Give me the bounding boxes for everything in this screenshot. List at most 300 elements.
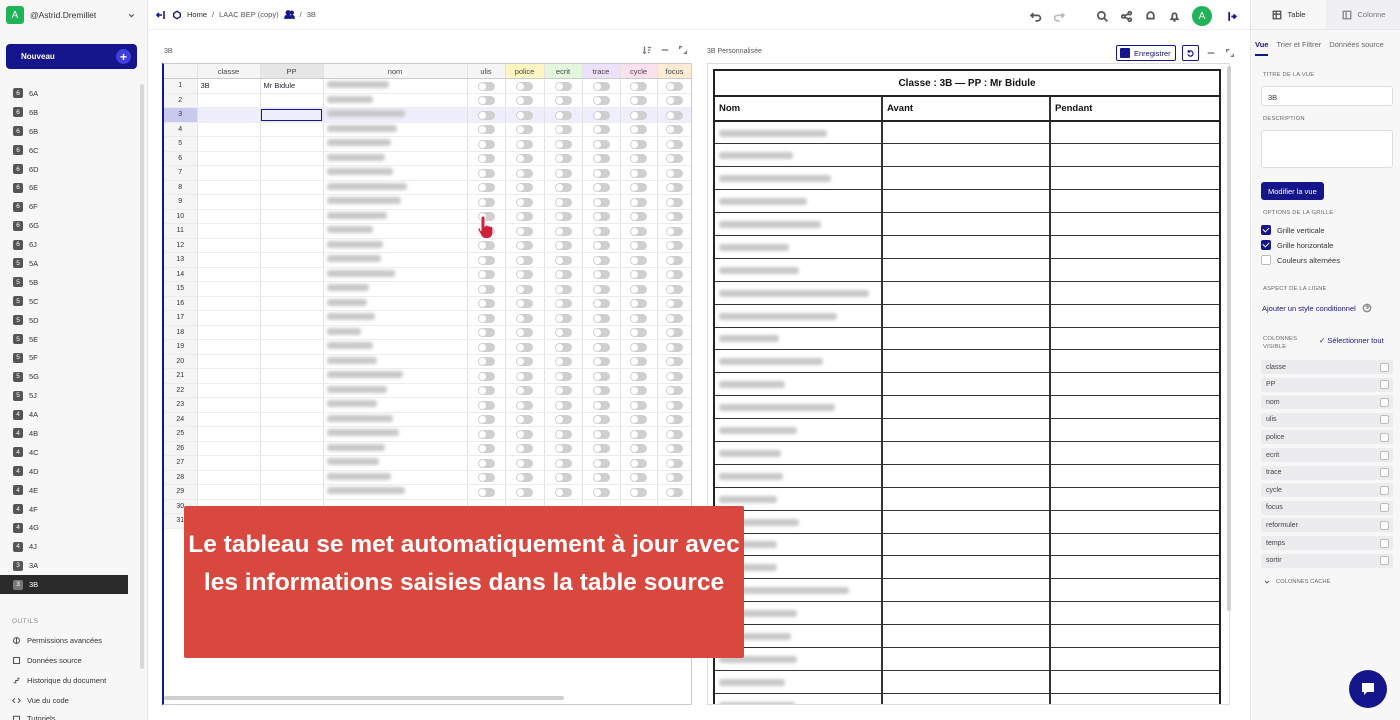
page-list-scrollbar[interactable] [140,84,144,669]
cell-ecrit[interactable] [544,369,582,384]
toggle-switch[interactable] [555,415,572,424]
cell-pp[interactable] [260,369,323,384]
cell-ulis[interactable] [467,427,505,442]
breadcrumb-home[interactable]: Home [187,10,208,19]
cell-police[interactable] [505,470,544,485]
toggle-switch[interactable] [630,270,647,279]
visible-column-checkbox[interactable] [1380,539,1389,548]
visible-column-police[interactable] [1261,430,1393,444]
cell-focus[interactable] [657,311,692,326]
visible-column-checkbox[interactable] [1380,468,1389,477]
toggle-switch[interactable] [666,285,683,294]
cell-cycle[interactable] [620,151,657,166]
page-item[interactable] [0,537,148,556]
cell-classe[interactable] [197,398,260,413]
cell-ulis[interactable] [467,456,505,471]
toggle-switch[interactable] [555,241,572,250]
cell-ulis[interactable] [467,166,505,181]
toggle-switch[interactable] [478,314,495,323]
toggle-switch[interactable] [630,212,647,221]
cell-pp[interactable] [260,456,323,471]
toggle-switch[interactable] [478,328,495,337]
tool-tutorials[interactable] [12,714,55,720]
hidden-columns-toggle[interactable] [1263,578,1330,586]
cell-ecrit[interactable] [544,137,582,152]
toggle-switch[interactable] [593,212,610,221]
toggle-switch[interactable] [666,198,683,207]
cell-nom[interactable] [323,209,467,224]
toggle-switch[interactable] [555,299,572,308]
page-item[interactable] [0,481,148,500]
table-row[interactable] [164,79,692,94]
page-item[interactable] [0,330,148,349]
toggle-switch[interactable] [516,386,533,395]
cell-nom[interactable] [323,224,467,239]
toggle-switch[interactable] [478,241,495,250]
cell-nom[interactable] [323,296,467,311]
cell-ecrit[interactable] [544,383,582,398]
cell-ulis[interactable] [467,122,505,137]
cell-classe[interactable] [197,253,260,268]
cell-pp[interactable] [260,470,323,485]
toggle-switch[interactable] [516,183,533,192]
toggle-switch[interactable] [555,444,572,453]
column-header-ulis[interactable]: ulis [467,64,505,79]
cell-classe[interactable]: 3B [197,79,260,94]
toggle-switch[interactable] [516,140,533,149]
visible-column-temps[interactable] [1261,536,1393,550]
cell-pp[interactable] [260,267,323,282]
toggle-switch[interactable] [555,125,572,134]
toggle-switch[interactable] [516,357,533,366]
toggle-switch[interactable] [516,111,533,120]
toggle-switch[interactable] [516,96,533,105]
toggle-switch[interactable] [555,459,572,468]
toggle-switch[interactable] [478,96,495,105]
toggle-switch[interactable] [555,401,572,410]
cell-focus[interactable] [657,470,692,485]
table-row[interactable] [164,224,692,239]
cell-ulis[interactable] [467,369,505,384]
tool-history[interactable] [12,676,106,685]
toggle-switch[interactable] [593,227,610,236]
help-icon[interactable] [1362,303,1372,313]
toggle-switch[interactable] [630,96,647,105]
cell-ecrit[interactable] [544,441,582,456]
cell-focus[interactable] [657,340,692,355]
table-row[interactable] [164,398,692,413]
cell-focus[interactable] [657,137,692,152]
row-number[interactable]: 2 [164,93,197,108]
cell-classe[interactable] [197,311,260,326]
table-row[interactable] [164,195,692,210]
toggle-switch[interactable] [478,459,495,468]
cell-classe[interactable] [197,369,260,384]
cell-trace[interactable] [582,296,620,311]
toggle-switch[interactable] [666,241,683,250]
page-item[interactable] [0,500,148,519]
cell-focus[interactable] [657,166,692,181]
cell-ecrit[interactable] [544,340,582,355]
toggle-switch[interactable] [630,285,647,294]
table-row[interactable] [164,369,692,384]
toggle-switch[interactable] [666,328,683,337]
cell-classe[interactable] [197,354,260,369]
cell-ulis[interactable] [467,441,505,456]
row-number[interactable]: 16 [164,296,197,311]
cell-police[interactable] [505,108,544,123]
toggle-switch[interactable] [630,299,647,308]
toggle-switch[interactable] [516,82,533,91]
toggle-switch[interactable] [516,314,533,323]
cell-ecrit[interactable] [544,398,582,413]
column-header-classe[interactable]: classe [197,64,260,79]
toggle-switch[interactable] [630,357,647,366]
page-item[interactable] [0,443,148,462]
toggle-switch[interactable] [593,169,610,178]
cell-cycle[interactable] [620,209,657,224]
cell-pp[interactable] [260,296,323,311]
more-icon[interactable] [1206,48,1216,58]
cell-nom[interactable] [323,282,467,297]
visible-column-PP[interactable] [1261,378,1393,392]
cell-focus[interactable] [657,398,692,413]
cell-ulis[interactable] [467,282,505,297]
collapse-panel-icon[interactable] [154,9,166,21]
visible-column-checkbox[interactable] [1380,521,1389,530]
cell-classe[interactable] [197,151,260,166]
toggle-switch[interactable] [666,357,683,366]
cell-classe[interactable] [197,108,260,123]
cell-pp[interactable] [260,441,323,456]
subtab-sort-filter[interactable]: Trier et Filtrer [1276,40,1322,49]
table-row[interactable] [164,137,692,152]
cell-trace[interactable] [582,369,620,384]
cell-pp[interactable] [260,340,323,355]
toggle-switch[interactable] [593,256,610,265]
cell-ulis[interactable] [467,195,505,210]
table-row[interactable] [164,180,692,195]
toggle-switch[interactable] [630,111,647,120]
cell-trace[interactable] [582,485,620,500]
toggle-switch[interactable] [666,227,683,236]
toggle-switch[interactable] [666,430,683,439]
cell-classe[interactable] [197,180,260,195]
column-header-ecrit[interactable]: ecrit [544,64,582,79]
table-row[interactable] [164,340,692,355]
toggle-switch[interactable] [630,241,647,250]
cell-classe[interactable] [197,267,260,282]
visible-column-ecrit[interactable] [1261,448,1393,462]
toggle-switch[interactable] [478,140,495,149]
toggle-switch[interactable] [555,314,572,323]
cell-police[interactable] [505,311,544,326]
cell-police[interactable] [505,209,544,224]
cell-nom[interactable] [323,137,467,152]
toggle-switch[interactable] [593,343,610,352]
cell-police[interactable] [505,166,544,181]
cell-pp[interactable] [260,122,323,137]
toggle-switch[interactable] [516,488,533,497]
cell-cycle[interactable] [620,325,657,340]
toggle-switch[interactable] [478,111,495,120]
table-row[interactable] [164,108,692,123]
cell-police[interactable] [505,267,544,282]
table-row[interactable] [164,253,692,268]
toggle-switch[interactable] [666,169,683,178]
cell-focus[interactable] [657,369,692,384]
column-header-pp[interactable]: PP [260,64,323,79]
toggle-switch[interactable] [630,183,647,192]
cell-police[interactable] [505,122,544,137]
cell-ecrit[interactable] [544,296,582,311]
cell-ecrit[interactable] [544,108,582,123]
cell-ecrit[interactable] [544,311,582,326]
breadcrumb-doc[interactable]: LAAC BEP (copy) [219,10,279,19]
cell-nom[interactable] [323,267,467,282]
cell-pp[interactable] [260,209,323,224]
cell-nom[interactable] [323,354,467,369]
cell-classe[interactable] [197,209,260,224]
toggle-switch[interactable] [478,285,495,294]
cell-ecrit[interactable] [544,485,582,500]
toggle-switch[interactable] [516,154,533,163]
cell-classe[interactable] [197,93,260,108]
cell-trace[interactable] [582,311,620,326]
row-number[interactable]: 24 [164,412,197,427]
row-number[interactable]: 14 [164,267,197,282]
toggle-switch[interactable] [478,430,495,439]
table-row[interactable] [164,354,692,369]
visible-column-checkbox[interactable] [1380,380,1389,389]
cell-police[interactable] [505,195,544,210]
toggle-switch[interactable] [478,444,495,453]
right-panel-toggle-icon[interactable] [1227,10,1240,23]
toggle-switch[interactable] [516,430,533,439]
visible-column-checkbox[interactable] [1380,398,1389,407]
vertical-grid-checkbox[interactable] [1261,225,1325,235]
toggle-switch[interactable] [593,314,610,323]
toggle-switch[interactable] [516,401,533,410]
toggle-switch[interactable] [666,125,683,134]
cell-trace[interactable] [582,151,620,166]
toggle-switch[interactable] [630,488,647,497]
cell-focus[interactable] [657,383,692,398]
cell-ecrit[interactable] [544,93,582,108]
table-row[interactable] [164,166,692,181]
cell-cycle[interactable] [620,195,657,210]
cell-ecrit[interactable] [544,122,582,137]
toggle-switch[interactable] [555,154,572,163]
toggle-switch[interactable] [555,96,572,105]
row-number[interactable]: 1 [164,79,197,94]
cell-pp[interactable] [260,398,323,413]
toggle-switch[interactable] [593,96,610,105]
page-item[interactable] [0,386,148,405]
toggle-switch[interactable] [630,372,647,381]
toggle-switch[interactable] [555,343,572,352]
row-number[interactable]: 5 [164,137,197,152]
table-row[interactable] [164,267,692,282]
cell-police[interactable] [505,383,544,398]
cell-ulis[interactable] [467,383,505,398]
cell-nom[interactable] [323,369,467,384]
toggle-switch[interactable] [516,473,533,482]
account-menu[interactable] [6,5,136,25]
cell-trace[interactable] [582,93,620,108]
row-number[interactable]: 15 [164,282,197,297]
cell-focus[interactable] [657,412,692,427]
table-row[interactable] [164,93,692,108]
toggle-switch[interactable] [478,270,495,279]
toggle-switch[interactable] [516,227,533,236]
cell-nom[interactable] [323,485,467,500]
toggle-switch[interactable] [555,169,572,178]
cell-ecrit[interactable] [544,427,582,442]
cell-trace[interactable] [582,398,620,413]
cell-cycle[interactable] [620,108,657,123]
visible-column-classe[interactable] [1261,360,1393,374]
cell-ecrit[interactable] [544,253,582,268]
toggle-switch[interactable] [593,386,610,395]
cell-ulis[interactable] [467,267,505,282]
cell-ecrit[interactable] [544,166,582,181]
page-item[interactable] [0,235,148,254]
cell-focus[interactable] [657,325,692,340]
page-item[interactable] [0,216,148,235]
cell-pp[interactable] [260,151,323,166]
row-number[interactable]: 26 [164,441,197,456]
expand-icon[interactable] [1225,48,1235,58]
undo-icon[interactable] [1029,10,1042,23]
toggle-switch[interactable] [593,401,610,410]
row-number[interactable]: 20 [164,354,197,369]
toggle-switch[interactable] [593,299,610,308]
grid-widget-title[interactable]: 3B [164,48,173,55]
toggle-switch[interactable] [593,415,610,424]
toggle-switch[interactable] [555,198,572,207]
table-row[interactable] [164,122,692,137]
toggle-switch[interactable] [555,227,572,236]
cell-trace[interactable] [582,166,620,181]
cell-cycle[interactable] [620,485,657,500]
cell-police[interactable] [505,180,544,195]
cell-nom[interactable] [323,383,467,398]
cell-focus[interactable] [657,427,692,442]
cell-police[interactable] [505,441,544,456]
toggle-switch[interactable] [630,386,647,395]
cell-classe[interactable] [197,485,260,500]
cell-nom[interactable] [323,253,467,268]
page-item[interactable] [0,273,148,292]
toggle-switch[interactable] [555,430,572,439]
document-scrollbar[interactable] [1227,66,1231,611]
table-row[interactable] [164,238,692,253]
cell-police[interactable] [505,427,544,442]
toggle-switch[interactable] [630,401,647,410]
cell-ecrit[interactable] [544,325,582,340]
toggle-switch[interactable] [593,444,610,453]
cell-police[interactable] [505,238,544,253]
table-row[interactable] [164,209,692,224]
cell-ecrit[interactable] [544,195,582,210]
cell-focus[interactable] [657,253,692,268]
toggle-switch[interactable] [666,212,683,221]
cell-trace[interactable] [582,325,620,340]
cell-ulis[interactable] [467,180,505,195]
cell-nom[interactable] [323,151,467,166]
cell-pp[interactable] [260,325,323,340]
cell-cycle[interactable] [620,137,657,152]
row-number[interactable]: 23 [164,398,197,413]
cell-cycle[interactable] [620,456,657,471]
cell-ulis[interactable] [467,93,505,108]
cell-classe[interactable] [197,441,260,456]
visible-column-ulis[interactable] [1261,413,1393,427]
cell-nom[interactable] [323,325,467,340]
cell-police[interactable] [505,151,544,166]
cell-trace[interactable] [582,137,620,152]
toggle-switch[interactable] [666,140,683,149]
cell-classe[interactable] [197,238,260,253]
expand-icon[interactable] [678,45,688,55]
cell-focus[interactable] [657,209,692,224]
toggle-switch[interactable] [630,154,647,163]
subtab-source-data[interactable]: Données source [1329,40,1384,49]
toggle-switch[interactable] [666,111,683,120]
table-row[interactable] [164,412,692,427]
cell-pp[interactable] [260,93,323,108]
toggle-switch[interactable] [516,270,533,279]
toggle-switch[interactable] [478,256,495,265]
cell-cycle[interactable] [620,398,657,413]
toggle-switch[interactable] [630,430,647,439]
visible-column-sortir[interactable] [1261,554,1393,568]
cell-nom[interactable] [323,412,467,427]
cell-pp[interactable] [260,238,323,253]
page-item[interactable] [0,405,148,424]
row-number[interactable]: 4 [164,122,197,137]
cell-pp[interactable] [260,108,323,123]
cell-cycle[interactable] [620,340,657,355]
grid-horizontal-scrollbar[interactable] [164,696,564,700]
row-number[interactable]: 13 [164,253,197,268]
cell-nom[interactable] [323,427,467,442]
row-number[interactable]: 30 [164,499,197,514]
toggle-switch[interactable] [593,488,610,497]
cell-pp[interactable] [260,180,323,195]
cell-cycle[interactable] [620,122,657,137]
cell-police[interactable] [505,369,544,384]
cell-pp[interactable] [260,427,323,442]
cell-pp[interactable] [260,354,323,369]
cell-trace[interactable] [582,79,620,94]
toggle-switch[interactable] [516,459,533,468]
cell-focus[interactable] [657,122,692,137]
visible-column-checkbox[interactable] [1380,486,1389,495]
toggle-switch[interactable] [630,444,647,453]
page-item[interactable] [0,367,148,386]
cell-ecrit[interactable] [544,354,582,369]
cell-cycle[interactable] [620,282,657,297]
column-header-focus[interactable]: focus [657,64,692,79]
visible-column-nom[interactable] [1261,395,1393,409]
cell-classe[interactable] [197,122,260,137]
toggle-switch[interactable] [593,285,610,294]
toggle-switch[interactable] [555,357,572,366]
table-row[interactable] [164,383,692,398]
cell-cycle[interactable] [620,238,657,253]
